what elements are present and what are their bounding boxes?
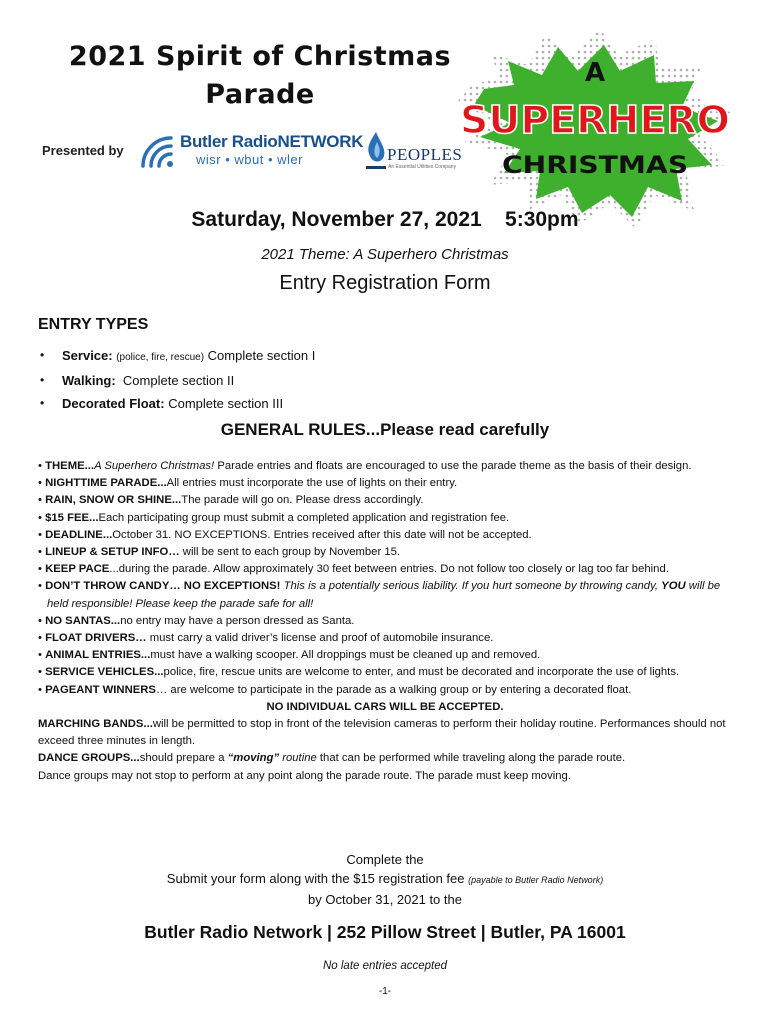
rule-item: • NIGHTTIME PARADE...All entries must incorporate the use of lights on their entry.	[38, 477, 458, 490]
rule-item: • SERVICE VEHICLES...police, fire, rescue units are welcome to enter, and must be decorated and incorporate the use of lights.	[38, 666, 680, 679]
peoples-tagline: An Essential Utilities Company	[388, 164, 457, 170]
rule-item: • LINEUP & SETUP INFO… will be sent to each group by November 15.	[38, 546, 401, 559]
no-cars-notice: NO INDIVIDUAL CARS WILL BE ACCEPTED.	[266, 700, 504, 713]
radio-waves-icon	[143, 138, 171, 166]
page-title	[40, 38, 480, 114]
rule-item: • DON’T THROW CANDY… NO EXCEPTIONS! This is a potentially serious liability. If you hurt someone by throwing candy, YOU will be held responsible! Please keep the parade safe for all!	[38, 580, 721, 610]
butler-radio-stations: wisr • wbut • wler	[196, 152, 303, 167]
entry-type-walking: • Walking: Complete section II	[40, 369, 640, 392]
entry-type-float: • Decorated Float: Complete section III	[40, 392, 640, 415]
general-rules-heading: GENERAL RULES...Please read carefully	[220, 420, 550, 439]
submit-instructions	[0, 850, 770, 909]
marching-bands-note: MARCHING BANDS...will be permitted to stop in front of the television cameras to perform their holiday routine. Performances should not exceed three minutes in length.	[38, 718, 726, 748]
event-date-time	[0, 208, 770, 232]
rule-item: • NO SANTAS...no entry may have a person dressed as Santa.	[38, 614, 355, 627]
general-rules	[38, 458, 732, 785]
rule-item: • KEEP PACE...during the parade. Allow approximately 30 feet between entries. Do not follow too closely or lag too far behind.	[38, 563, 669, 576]
no-late-entries: No late entries accepted	[322, 960, 448, 972]
entry-types-heading: ENTRY TYPES	[38, 316, 149, 333]
entry-type-service: • Service: (police, fire, rescue) Complete section I	[40, 344, 640, 369]
event-theme: 2021 Theme: A Superhero Christmas	[261, 246, 509, 263]
rule-item: • FLOAT DRIVERS… must carry a valid driver’s license and proof of automobile insurance.	[38, 632, 494, 645]
event-time: 5:30pm	[505, 208, 579, 231]
rule-item: • $15 FEE...Each participating group must submit a completed application and registration fee.	[38, 511, 510, 524]
rule-item: • THEME...A Superhero Christmas! Parade entries and floats are encouraged to use the parade theme as the basis of their design.	[38, 460, 692, 472]
entry-types-list	[40, 344, 640, 415]
superhero-christmas-burst	[450, 25, 740, 230]
title-line-2: Parade	[205, 79, 315, 110]
submit-line-2: Submit your form along with the $15 registration fee (payable to Butler Radio Network)	[166, 871, 604, 886]
dance-groups-note: DANCE GROUPS...should prepare a “moving” routine that can be performed while traveling along the parade route.	[38, 752, 626, 765]
dance-groups-note-2: Dance groups may not stop to perform at any point along the parade route. The parade must keep moving.	[38, 769, 571, 782]
burst-a-text: A	[584, 58, 606, 88]
butler-radio-name: Butler RadioNETWORK	[180, 132, 364, 151]
title-line-1: 2021 Spirit of Christmas	[68, 41, 452, 72]
burst-superhero-text: SUPERHERO	[460, 98, 730, 142]
rule-item: • ANIMAL ENTRIES...must have a walking scooper. All droppings must be cleaned up and removed.	[38, 649, 541, 662]
burst-christmas-text: CHRISTMAS	[502, 151, 688, 179]
rule-item: • DEADLINE...October 31. NO EXCEPTIONS. Entries received after this date will not be accepted.	[38, 528, 532, 541]
submit-line-3: by October 31, 2021 to the	[308, 892, 462, 907]
mailing-address: Butler Radio Network | 252 Pillow Street | Butler, PA 16001	[144, 922, 626, 942]
rule-item: • RAIN, SNOW OR SHINE...The parade will go on. Please dress accordingly.	[38, 494, 424, 507]
form-title: Entry Registration Form	[279, 272, 491, 294]
event-date: Saturday, November 27, 2021	[191, 208, 482, 231]
submit-line-1: Complete the	[346, 852, 424, 867]
peoples-name: PEOPLES	[387, 145, 463, 164]
rule-item: • PAGEANT WINNERS… are welcome to participate in the parade as a walking group or by entering a decorated float.	[38, 683, 632, 696]
presented-by-label: Presented by	[42, 143, 124, 158]
page-number: -1-	[378, 986, 392, 997]
